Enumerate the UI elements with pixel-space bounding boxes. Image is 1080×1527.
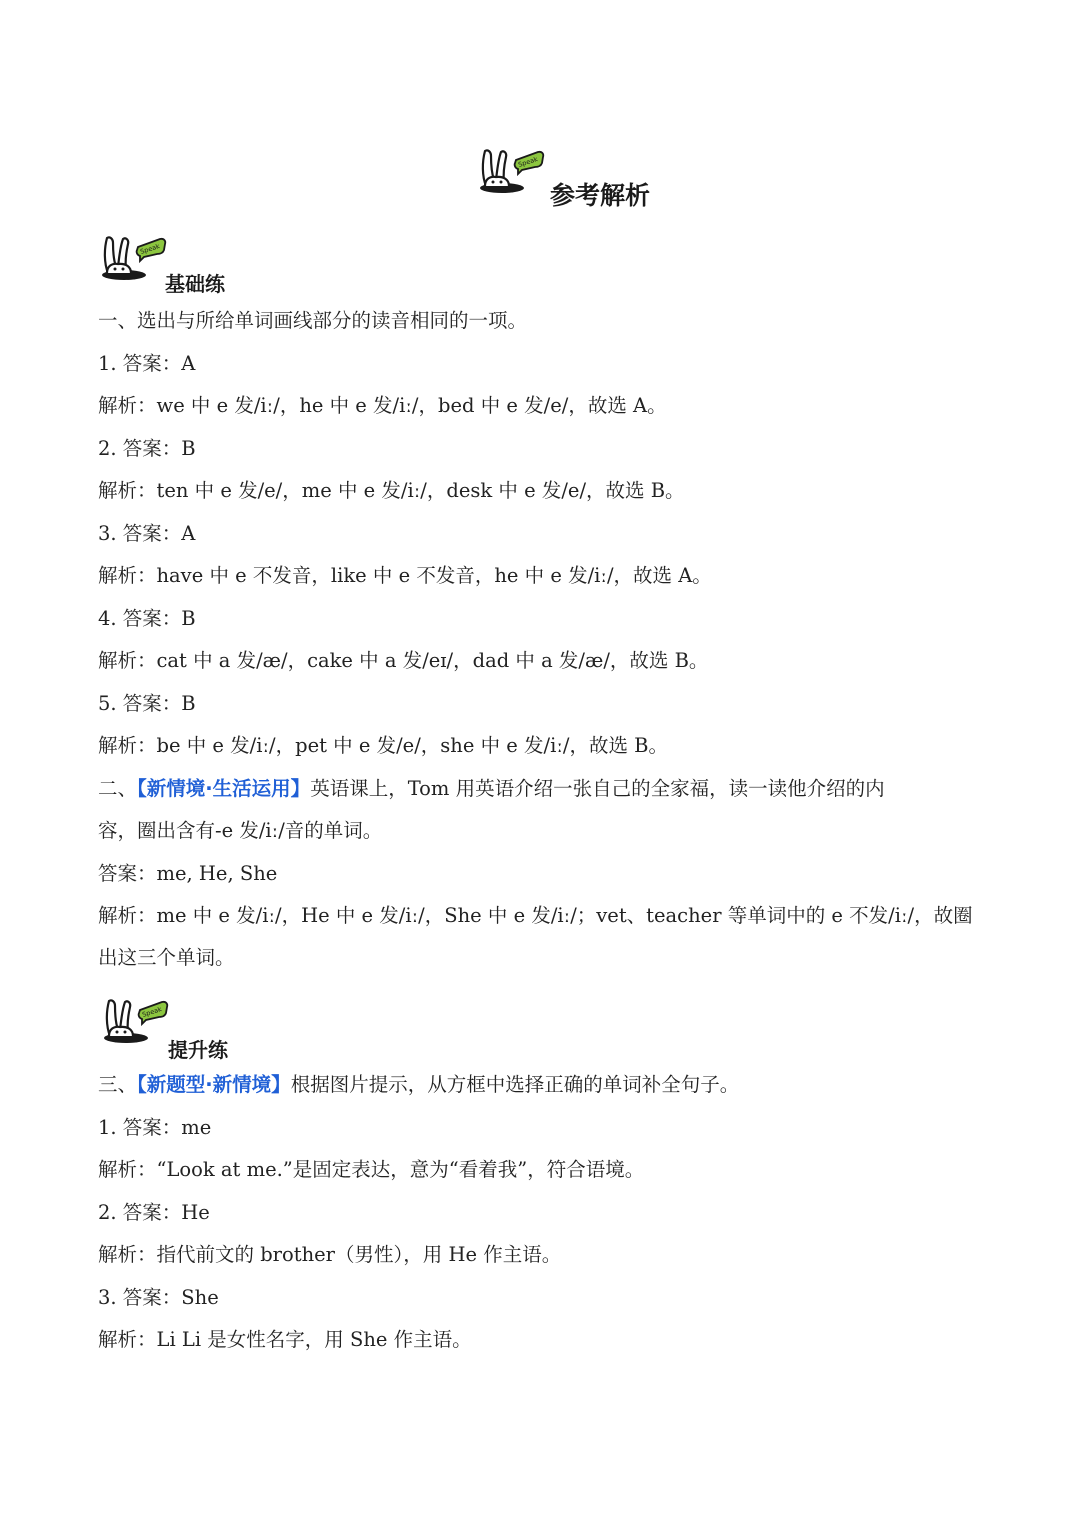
bubble-text: Speak: [139, 242, 161, 256]
analysis-line: 解析：ten 中 e 发/e/，me 中 e 发/iː/，desk 中 e 发/e/，故选 B。: [98, 479, 685, 502]
answer-line: 3. 答案：A: [98, 522, 196, 545]
analysis-line: 解析：cat 中 a 发/æ/，cake 中 a 发/eɪ/，dad 中 a 发/æ/，故选 B。: [98, 649, 709, 672]
analysis-line: 解析：me 中 e 发/iː/，He 中 e 发/iː/，She 中 e 发/iː/；vet、teacher 等单词中的 e 不发/iː/，故圈: [98, 904, 973, 927]
bubble-text: Speak: [517, 155, 539, 169]
answer-line: 2. 答案：B: [98, 437, 196, 460]
question-tag: 【新题型·新情境】: [137, 1073, 291, 1096]
answer-line: 5. 答案：B: [98, 692, 196, 715]
section-label-advanced: 提升练: [168, 1038, 228, 1062]
analysis-line: 解析：have 中 e 不发音，like 中 e 不发音，he 中 e 发/iː/，故选 A。: [98, 564, 712, 587]
question-tag: 【新情境·生活运用】: [137, 777, 311, 800]
question-prefix: 三、: [98, 1073, 138, 1096]
answer-line: 2. 答案：He: [98, 1201, 210, 1224]
analysis-line: 解析：Li Li 是女性名字，用 She 作主语。: [98, 1328, 472, 1351]
question-text-continued: 容，圈出含有-e 发/iː/音的单词。: [98, 819, 383, 842]
answer-line: 3. 答案：She: [98, 1286, 219, 1309]
answer-line: 4. 答案：B: [98, 607, 196, 630]
bunny-speech-bubble-icon: [476, 146, 546, 196]
analysis-line: 解析：指代前文的 brother（男性），用 He 作主语。: [98, 1243, 562, 1266]
answer-line: 1. 答案：me: [98, 1116, 212, 1139]
bunny-speech-bubble-icon: [100, 996, 170, 1046]
question-prefix: 二、: [98, 777, 138, 800]
question-text: 英语课上，Tom 用英语介绍一张自己的全家福，读一读他介绍的内: [310, 777, 885, 800]
section-label-basic: 基础练: [165, 272, 225, 296]
analysis-line: 解析：be 中 e 发/iː/，pet 中 e 发/e/，she 中 e 发/iː/，故选 B。: [98, 734, 668, 757]
analysis-line-continued: 出这三个单词。: [98, 946, 235, 969]
question-text: 根据图片提示，从方框中选择正确的单词补全句子。: [290, 1073, 740, 1096]
analysis-line: 解析：“Look at me.”是固定表达，意为“看着我”，符合语境。: [98, 1158, 645, 1181]
question-heading: [98, 1071, 739, 1099]
analysis-line: 解析：we 中 e 发/iː/，he 中 e 发/iː/，bed 中 e 发/e/，故选 A。: [98, 394, 667, 417]
answer-line: 1. 答案：A: [98, 352, 196, 375]
bubble-text: Speak: [141, 1005, 163, 1019]
bunny-speech-bubble-icon: [98, 233, 168, 283]
question-heading: [98, 775, 885, 803]
page-title: 参考解析: [550, 181, 651, 210]
question-heading: 一、选出与所给单词画线部分的读音相同的一项。: [98, 309, 528, 332]
answer-line: 答案：me, He, She: [98, 862, 278, 885]
